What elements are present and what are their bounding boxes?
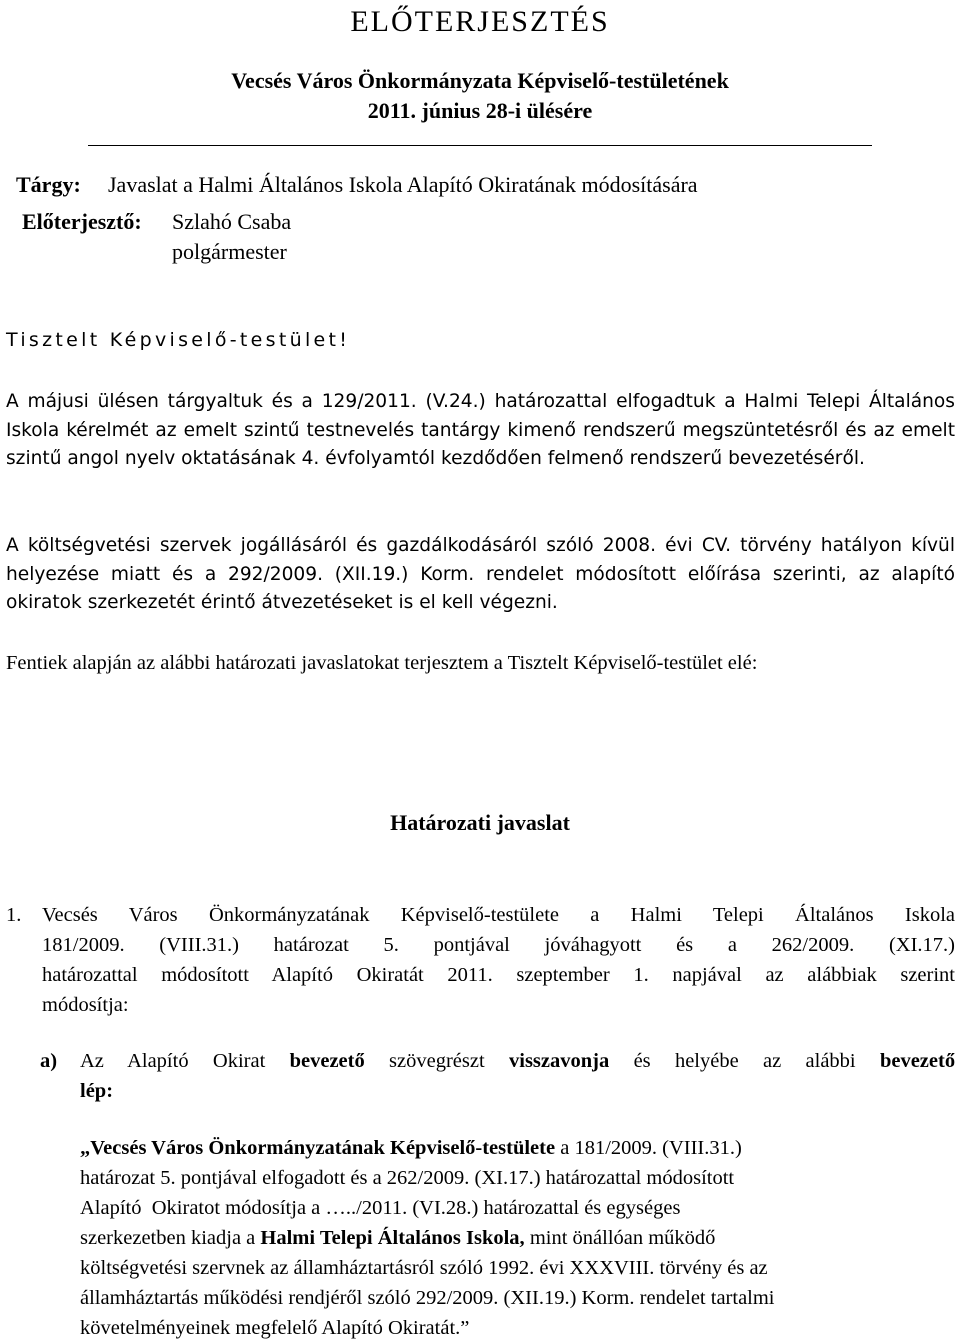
item-a-text: Az Alapító Okirat bevezető szövegrészt visszavonja és helyébe az alábbi bevezető lép:	[80, 1050, 956, 1102]
presenter-name: Szlahó Csaba	[172, 209, 292, 234]
paragraph-3: Fentiek alapján az alábbi határozati javaslatokat terjesztem a Tisztelt Képviselő-testület elé:	[6, 652, 758, 674]
item-1-line: határozattal módosított Alapító Okiratát 2011. szeptember 1. napjával az alábbiak szerint	[42, 964, 955, 986]
header-divider	[88, 145, 872, 146]
item-1-number: 1.	[6, 904, 22, 926]
item-1-line: módosítja:	[42, 994, 129, 1016]
item-1-text	[42, 900, 955, 1020]
subject-text: Javaslat a Halmi Általános Iskola Alapító Okiratának módosítására	[108, 172, 698, 197]
presenter-label: Előterjesztő:	[22, 209, 142, 234]
salutation: Tisztelt Képviselő-testület!	[6, 329, 351, 351]
item-a-letter: a)	[40, 1050, 58, 1072]
resolution-heading: Határozati javaslat	[390, 810, 570, 835]
subject-label: Tárgy:	[16, 172, 81, 197]
paragraph-1: A májusi ülésen tárgyaltuk és a 129/2011. (V.24.) határozattal elfogadtuk a Halmi Telepi Általános Iskola kérelmét az emelt szintű testnevelés tantárgy kimenő rendszerű megszüntetésről és az emelt szintű angol nyelv oktatásának 4. évfolyamtól kezdődően felmenő rendszerű bevezetéséről.	[6, 391, 955, 469]
quoted-introduction: „Vecsés Város Önkormányzatának Képviselő-testülete a 181/2009. (VIII.31.) határozat 5. pontjával elfogadott és a 262/2009. (XI.17.) határozattal módosított Alapító Okiratot módosítja a …../2011. (VI.28.) határozattal és egységes szerkezetben kiadja a Halmi Telepi Általános Iskola, mint önállóan működő költségvetési szervnek az államháztartásról szóló 1992. évi XXXVIII. törvény és az államháztartás működési rendjéről szóló 292/2009. (XII.19.) Korm. rendelet tartalmi követelményeinek megfelelő Alapító Okiratát.”	[80, 1137, 775, 1339]
item-1-line: 181/2009. (VIII.31.) határozat 5. pontjával jóváhagyott és a 262/2009. (XI.17.)	[42, 934, 955, 956]
presenter-role: polgármester	[172, 239, 287, 264]
council-line: Vecsés Város Önkormányzata Képviselő-testületének	[231, 68, 729, 93]
item-1-line: Vecsés Város Önkormányzatának Képviselő-testülete a Halmi Telepi Általános Iskola	[42, 904, 955, 926]
meeting-line: 2011. június 28-i ülésére	[367, 98, 593, 123]
paragraph-2: A költségvetési szervek jogállásáról és gazdálkodásáról szóló 2008. évi CV. törvény hatályon kívül helyezése miatt és a 292/2009. (XII.19.) Korm. rendelet módosított előírása szerinti, az alapító okiratok szerkezetét érintő átvezetéseket is el kell végezni.	[6, 535, 955, 613]
document-title: ELŐTERJESZTÉS	[350, 5, 610, 38]
